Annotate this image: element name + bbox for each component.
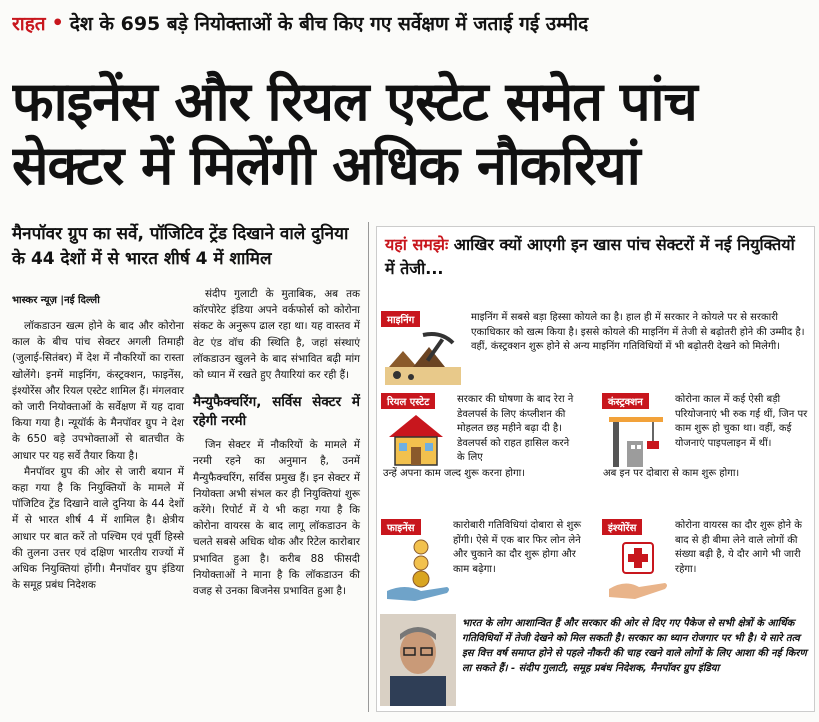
- byline: भास्कर न्यूज़ |नई दिल्ली: [12, 295, 100, 306]
- mining-icon: [383, 331, 463, 387]
- crane-icon: [605, 411, 667, 469]
- sector-text-finance: कारोबारी गतिविधियां दोबारा से शुरू होंगी। ऐसे में एक बार फिर लोन लेने और चुकाने का दौर शुरू होगा और काम बढ़ेगा।: [453, 520, 582, 575]
- sector-text-mining: माइनिंग में सबसे बड़ा हिस्सा कोयले का है। हाल ही में सरकार ने कोयले पर से सरकारी एकाधिकार को खत्म किया है। इससे कोयले की माइनिंग में तेजी से बढ़ोतरी होने की उम्मीद है। वहीं, कंस्ट्रक्शन शुरू होने से अन्य माइनिंग गतिविधियों में भी बढ़ोतरी देखने को मिलेगी।: [471, 312, 805, 352]
- kicker-text: देश के 695 बड़े नियोक्ताओं के बीच किए गए सर्वेक्षण में जताई गई उम्मीद: [69, 13, 589, 35]
- headline-line-1: फाइनेंस और रियल एस्टेट समेत पांच: [12, 70, 697, 133]
- byline-source: भास्कर न्यूज़: [12, 295, 57, 306]
- medical-insurance-icon: [607, 539, 671, 601]
- article-column-2: [193, 286, 360, 599]
- article-column-1: [12, 318, 184, 593]
- house-icon: [385, 411, 447, 469]
- sector-text-construction-continued: अब इन पर दोबारा से काम शुरू होगा।: [603, 468, 740, 479]
- sector-text-construction: कोरोना काल में कई ऐसी बड़ी परियोजनाएं भी रुक गई थीं, जिन पर काम शुरू हो चुका था। वहीं, कई योजनाएं पाइपलाइन में थीं।: [675, 394, 808, 449]
- sector-badge-construction: कंस्ट्रक्शन: [602, 393, 649, 409]
- portrait-photo: [380, 614, 456, 706]
- quote-block: [376, 614, 813, 710]
- kicker: [12, 8, 812, 38]
- kicker-bullet: •: [51, 12, 64, 34]
- quote-text: भारत के लोग आशान्वित हैं और सरकार की ओर से दिए गए पैकेज से सभी क्षेत्रों के आर्थिक गतिविधियों में तेजी देखने को मिल सकती है। सरकार का ध्यान रोजगार पर भी है। ये सारे तत्व इस वित्त वर्ष समाप्त होने से पहले नौकरी की चाह रखने वाले लोगों के लिए आशा की नई किरण ला सकते हैं। - संदीप गुलाटी, समूह प्रबंध निदेशक, मैनपॉवर ग्रुप इंडिया: [462, 618, 807, 674]
- sector-badge-real-estate: रियल एस्टेट: [381, 393, 435, 409]
- headline: [12, 70, 807, 198]
- sector-text-real-estate-continued: उन्हें अपना काम जल्द शुरू करना होगा।: [383, 468, 525, 479]
- column-divider: [368, 222, 369, 712]
- explainer-title-text: आखिर क्यों आएगी इन खास पांच सेक्टरों में नई नियुक्तियों में तेजी...: [385, 235, 795, 278]
- section-subheading: मैन्युफैक्चरिंग, सर्विस सेक्टर में रहेगी नरमी: [193, 394, 360, 430]
- kicker-tag: राहत: [12, 13, 46, 35]
- explainer-title: [385, 233, 805, 281]
- explainer-title-label: यहां समझेः: [385, 235, 449, 254]
- byline-city: नई दिल्ली: [64, 295, 100, 306]
- sector-badge-finance: फाइनेंस: [381, 519, 421, 535]
- sector-badge-mining: माइनिंग: [381, 311, 420, 327]
- headline-line-2: सेक्टर में मिलेंगी अधिक नौकरियां: [12, 134, 640, 197]
- paragraph: मैनपॉवर ग्रुप की ओर से जारी बयान में कहा गया है कि नियुक्तियों के मामले में पॉजिटिव ट्रेंड दिखाने वाले दुनिया के 44 देशों में से भारत शीर्ष 4 में शामिल है। क्षेत्रीय आधार पर बात करें तो पश्चिम एवं पूर्वी हिस्से की तुलना उत्तर एवं दक्षिण भारतीय राज्यों में अधिक नियुक्तियां होंगी। मैनपॉवर ग्रुप इंडिया के समूह प्रबंध निदेशक: [12, 465, 184, 592]
- paragraph: लॉकडाउन खत्म होने के बाद और कोरोना काल के बीच पांच सेक्टर अगली तिमाही (जुलाई-सितंबर) में देश में नौकरियों का रास्ता खोलेंगे। इनमें माइनिंग, कंस्ट्रक्शन, फाइनेंस, इंश्योरेंस और रियल एस्टेट शामिल हैं। मंगलवार को जारी नियोक्ताओं के सर्वेक्षण में यह दावा किया गया है। न्यूयॉर्क के मैनपॉवर ग्रुप ने देश के 650 बड़े उपभोक्ताओं से बातचीत के आधार पर यह सर्वे तैयार किया है।: [12, 320, 184, 462]
- sector-text-insurance: कोरोना वायरस का दौर शुरू होने के बाद से ही बीमा लेने वाले लोगों की संख्या बढ़ी है, ये दौर आगे भी जारी रहेगा।: [675, 520, 802, 575]
- paragraph: संदीप गुलाटी के मुताबिक, अब तक कॉरपोरेट इंडिया अपने वर्कफोर्स को कोरोना संकट के अनुरूप ढाल रहा था। यह वास्तव में वेट एंड वॉच की स्थिति है, जहां संस्थाएं लॉकडाउन खुलने के बाद संभावित बढ़ी मांग को ध्यान में रखते हुए तैयारियां कर रही हैं।: [193, 288, 360, 382]
- sector-badge-insurance: इंश्योरेंस: [602, 519, 642, 535]
- sector-text-real-estate: सरकार की घोषणा के बाद रेरा ने डेवलपर्स के लिए कंप्लीशन की मोहलत छह महीने बढ़ा दी है। डेवलपर्स को राहत हासिल करने के लिए: [457, 394, 574, 463]
- money-hand-icon: [385, 537, 455, 603]
- subheadline: मैनपॉवर ग्रुप का सर्वे, पॉजिटिव ट्रेंड दिखाने वाले दुनिया के 44 देशों में से भारत शीर्ष 4 में शामिल: [12, 224, 349, 269]
- paragraph: जिन सेक्टर में नौकरियों के मामले में नरमी रहने का अनुमान है, उनमें मैन्युफैक्चरिंग, सर्विस प्रमुख हैं। इन सेक्टर में नियोक्ता अभी संभल कर ही नियुक्तियां शुरू करेंगे। रिपोर्ट में ये भी कहा गया है कि कोरोना वायरस के बाद लागू लॉकडाउन के चलते सबसे अधिक थोक और रिटेल कारोबार प्रभावित हुआ है। करीब 88 फीसदी नियोक्ताओं ने माना है कि लॉकडाउन की वजह से उनका बिजनेस प्रभावित हुआ है।: [193, 439, 360, 598]
